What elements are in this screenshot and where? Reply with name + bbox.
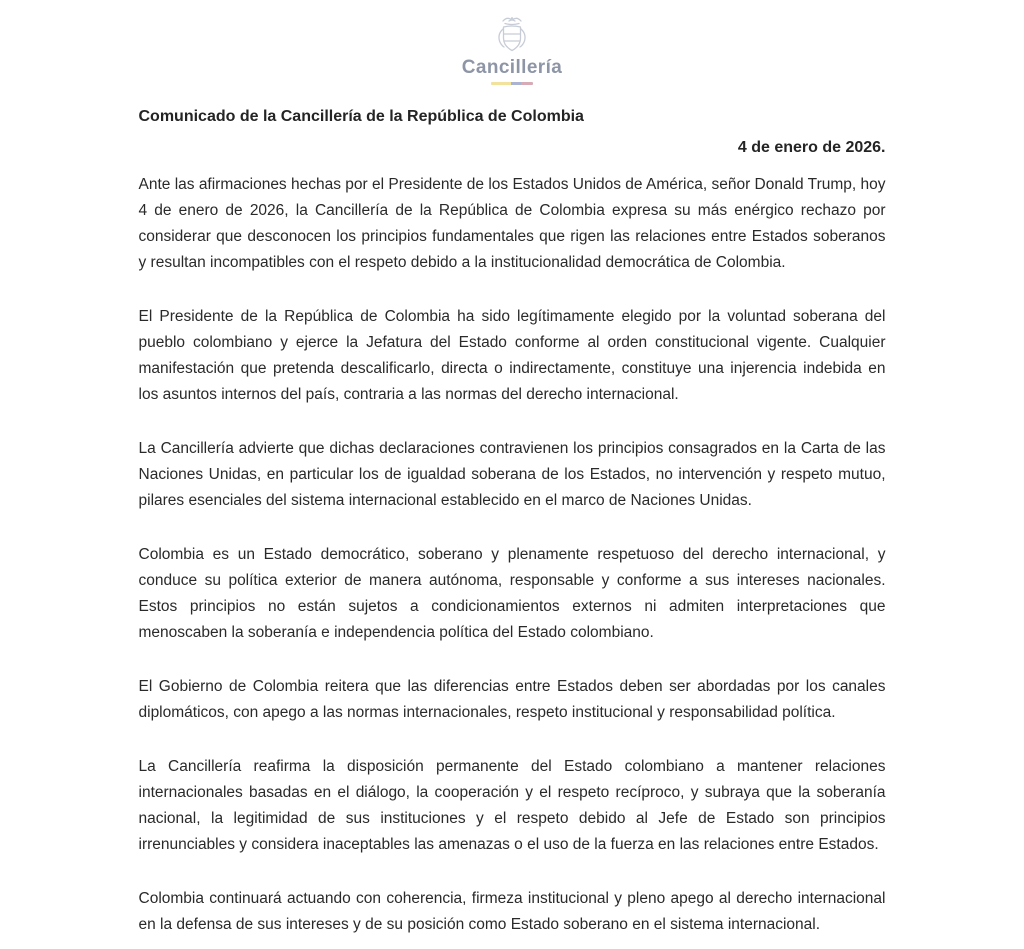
paragraph-5: El Gobierno de Colombia reitera que las diferencias entre Estados deben ser abordadas por los canales diplomáticos, con apego a las normas internacionales, respeto institucional y responsabilidad política. [138, 678, 886, 721]
paragraph-1: Ante las afirmaciones hechas por el Presidente de los Estados Unidos de América, señor Donald Trump, hoy 4 de enero de 2026, la Cancillería de la República de Colombia expresa su más enérgico rechazo por considerar que desconocen los principios fundamentales que rigen las relaciones entre Estados soberanos y resultan incompatibles con el respeto debido a la institucionalidad democrática de Colombia. [138, 176, 886, 271]
paragraph-4: Colombia es un Estado democrático, soberano y plenamente respetuoso del derecho internacional, y conduce su política exterior de manera autónoma, responsable y conforme a sus intereses nacionales. Estos principios no están sujetos a condicionamientos externos ni admiten interpretaciones que menoscaben la soberanía e independencia política del Estado colombiano. [138, 546, 886, 641]
document-title: Comunicado de la Cancillería de la República de Colombia [138, 108, 584, 125]
paragraph-3: La Cancillería advierte que dichas declaraciones contravienen los principios consagrados en la Carta de las Naciones Unidas, en particular los de igualdad soberana de los Estados, no intervención y respeto mutuo, pilares esenciales del sistema internacional establecido en el marco de Naciones Unidas. [138, 440, 886, 509]
document-paragraphs [139, 172, 886, 938]
cancilleria-wordmark: Cancillería [461, 57, 563, 78]
cancilleria-logo [139, 0, 886, 85]
colombia-coat-of-arms-icon [490, 12, 534, 56]
paragraph-6: La Cancillería reafirma la disposición permanente del Estado colombiano a mantener relaciones internacionales basadas en el diálogo, la cooperación y el respeto recíproco, y subraya que la soberanía nacional, la legitimidad de sus instituciones y el respeto debido al Jefe de Estado son principios irrenunciables y considera inaceptables las amenazas o el uso de la fuerza en las relaciones entre Estados. [138, 758, 886, 853]
colombia-flag-bar [491, 82, 533, 85]
paragraph-2: El Presidente de la República de Colombia ha sido legítimamente elegido por la voluntad soberana del pueblo colombiano y ejerce la Jefatura del Estado conforme al orden constitucional vigente. Cualquier manifestación que pretenda descalificarlo, directa o indirectamente, constituye una injerencia indebida en los asuntos internos del país, contraria a las normas del derecho internacional. [138, 308, 886, 403]
document-body [139, 106, 886, 938]
paragraph-7: Colombia continuará actuando con coherencia, firmeza institucional y pleno apego al derecho internacional en la defensa de sus intereses y de su posición como Estado soberano en el sistema internacional. [138, 890, 886, 933]
document-date: 4 de enero de 2026. [737, 139, 886, 156]
